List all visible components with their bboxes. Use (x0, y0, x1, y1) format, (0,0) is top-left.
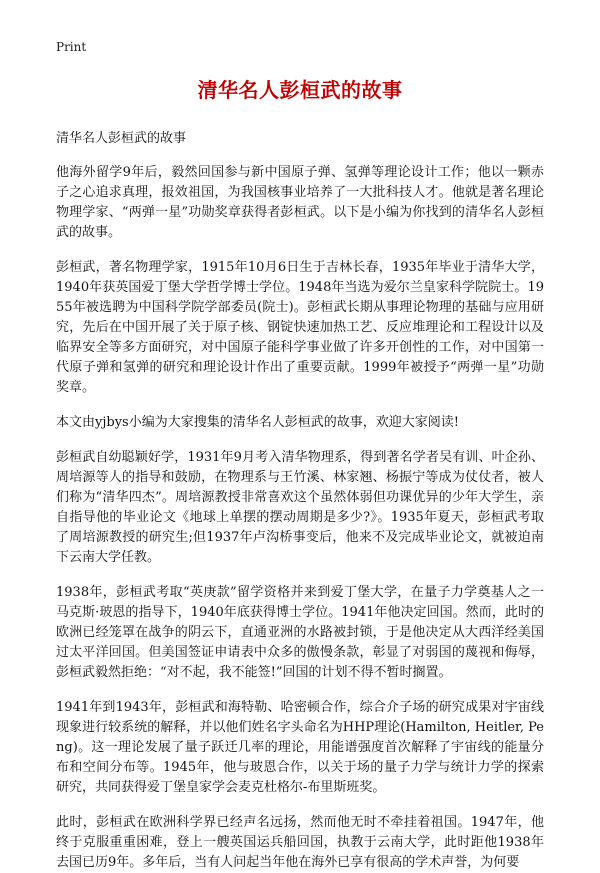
paragraph-tsinghua-years: 彭桓武自幼聪颖好学，1931年9月考入清华物理系，得到著名学者吴有训、叶企孙、周培源等人的指导和鼓励，在物理系与王竹溪、林家翘、杨振宁等成为仗仗者，被人们称为“清华四杰”。周培源教授非常喜欢这个虽然体弱但功课优异的少年大学生，亲自指导他的毕业论文《地球上单摆的摆动周期是多少?》。1935年夏天，彭桓武考取了周培源教授的研究生;但1937年卢沟桥事变后，他来不及完成毕业论文，就被迫南下云南大学任教。 (56, 450, 544, 565)
print-link[interactable]: Print (56, 40, 87, 54)
paragraph-edinburgh: 1938年，彭桓武考取“英庚款”留学资格并来到爱丁堡大学，在量子力学奠基人之一马克斯·玻恩的指导下，1940年底获得博士学位。1941年他决定回国。然而，此时的欧洲已经笼罩在战争的阴云下，直通亚洲的水路被封锁，于是他决定从大西洋经美国过太平洋回国。但美国签证申请表中众多的傲慢条款，彰显了对弱国的蔑视和侮辱，彭桓武毅然拒绝：“对不起，我不能签!”回国的计划不得不暂时搁置。 (56, 585, 544, 680)
paragraph-intro: 他海外留学9年后，毅然回国参与新中国原子弹、氢弹等理论设计工作；他以一颗赤子之心追求真理，报效祖国，为我国核事业培养了一大批科技人才。他就是著名理论物理学家、“两弹一星”功勋奖章获得者彭桓武。以下是小编为你找到的清华名人彭桓武的故事。 (56, 165, 544, 240)
article-title: 清华名人彭桓武的故事 (197, 78, 403, 102)
paragraph-return-home: 此时，彭桓武在欧洲科学界已经声名远扬，然而他无时不牵挂着祖国。1947年，他终于克服重重困难，登上一艘英国运兵船回国，执教于云南大学，此时距他1938年去国已历9年。多年后，当有人问起当年他在海外已享有很高的学术声誉，为何要 (56, 815, 544, 870)
article-subtitle: 清华名人彭桓武的故事 (56, 131, 187, 146)
paragraph-hhp-theory: 1941年到1943年，彭桓武和海特勒、哈密顿合作，综合介子场的研究成果对宇宙线现象进行较系统的解释，并以他们姓名字头命名为HHP理论(Hamilton, Heitler, Peng)。这一理论发展了量子跃迁几率的理论，用能谱强度首次解释了宇宙线的能量分布和空间分布等。1945年，他与玻恩合作，以关于场的量子力学与统计力学的探索研究，共同获得爱丁堡皇家学会麦克杜格尔-布里斯班奖。 (56, 700, 544, 795)
paragraph-biography: 彭桓武，著名物理学家，1915年10月6日生于吉林长春，1935年毕业于清华大学，1940年获英国爱丁堡大学哲学博士学位。1948年当选为爱尔兰皇家科学院院士。1955年被选聘为中国科学院学部委员(院士)。彭桓武长期从事理论物理的基础与应用研究，先后在中国开展了关于原子核、钢锭快速加热工艺、反应堆理论和工程设计以及临界安全等多方面研究，对中国原子能科学事业做了许多开创性的工作，对中国第一代原子弹和氢弹的研究和理论设计作出了重要贡献。1999年被授予“两弹一星”功勋奖章。 (56, 260, 544, 395)
paragraph-editor-note: 本文由yjbys小编为大家搜集的清华名人彭桓武的故事，欢迎大家阅读! (56, 415, 459, 430)
